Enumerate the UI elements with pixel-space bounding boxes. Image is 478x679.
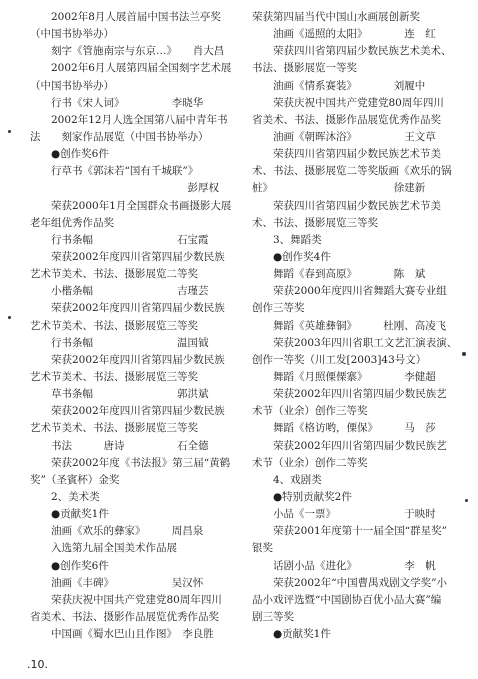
right-column-line: 舞蹈《格访哟，傈保》 马 莎 — [252, 422, 436, 435]
left-column-line: （中国书协举办） — [30, 79, 114, 92]
right-column-line: 舞蹈《月照傈傈寨》 李健超 — [252, 370, 436, 383]
left-column-line: 老年组优秀作品奖 — [30, 216, 114, 229]
right-column-line: ●特别贡献奖2件 — [252, 490, 352, 503]
left-column-line: 油画《丰碑》 吴汉怀 — [30, 576, 204, 589]
left-column-line: ●创作奖6件 — [30, 559, 109, 572]
left-column-line: 2002年12月人选全国第八届中青年书 — [30, 113, 228, 126]
right-column-line: 荣获四川省第四届少数民族艺术节美 — [252, 148, 441, 161]
left-column-line: 2、美术类 — [30, 490, 100, 503]
left-column — [30, 9, 250, 643]
right-column-line: 4、戏剧类 — [252, 473, 322, 486]
right-column-line: 荣获四川省第四届少数民族艺术节美 — [252, 199, 441, 212]
left-column-line: 刻字《管施南宗与东京…》 肖大昌 — [30, 45, 225, 58]
left-column-line: 荣获2002年度四川省第四届少数民族 — [30, 250, 225, 263]
scan-speck — [8, 130, 11, 133]
right-column-line: 荣获2001年度第十一届全国“群星奖” — [252, 525, 447, 538]
right-column-line: 舞蹈《英雄彝铜》 杜刚、高凌飞 — [252, 319, 447, 332]
right-column-line: 荣获2002年四川省第四届少数民族艺 — [252, 388, 447, 401]
scan-speck — [465, 499, 468, 502]
scan-speck — [8, 316, 11, 319]
right-column-line: 油画《遥照的太阳》 连 红 — [252, 28, 436, 41]
right-column-line: 荣获庆祝中国共产党建党80周年四川 — [252, 96, 444, 109]
left-column-line: 荣获2002年度《书法报》第三届“黄鹤 — [30, 456, 231, 469]
right-column-line: 术、书法、摄影展览三等奖 — [252, 216, 378, 229]
left-column-line: 荣获庆祝中国共产党建党80周年四川 — [30, 593, 222, 606]
left-column-line: 入选第九届全国美术作品展 — [30, 542, 177, 555]
left-column-line: 荣获2002年度四川省第四届少数民族 — [30, 302, 225, 315]
left-column-line: 荣获2002年度四川省第四届少数民族 — [30, 405, 225, 418]
right-column-line: 3、舞蹈类 — [252, 233, 322, 246]
left-column-line: 省美术、书法、摄影作品展览优秀作品奖 — [30, 610, 219, 623]
right-column-line: 银奖 — [252, 542, 273, 555]
page-number: .10. — [27, 658, 48, 671]
left-column-line: 艺术节美术、书法、摄影展览三等奖 — [30, 422, 198, 435]
right-column-line: 省美术、书法、摄影作品展览优秀作品奖 — [252, 113, 441, 126]
left-column-line: ●创作奖6件 — [30, 148, 109, 161]
left-column-line: 行书《宋人词》 李晓华 — [30, 96, 204, 109]
right-column-line: 舞蹈《春到高原》 陈 斌 — [252, 268, 426, 281]
left-column-line: 2002年6月人展第四届全国刻字艺术展 — [30, 62, 232, 75]
right-column-line: 创作三等奖 — [252, 302, 305, 315]
right-column-line: 术节（业余）创作三等奖 — [252, 405, 368, 418]
left-column-line: 艺术节美术、书法、摄影展览二等奖 — [30, 268, 198, 281]
right-column-line: 剧三等奖 — [252, 610, 294, 623]
right-column-line: 话剧小品《进化》 李 帆 — [252, 559, 436, 572]
scan-speck — [462, 352, 466, 356]
left-column-line: 彭厚权 — [30, 182, 219, 195]
right-column-line: ●创作奖4件 — [252, 250, 331, 263]
left-column-line: 草书条幅 郭洪斌 — [30, 388, 209, 401]
right-column-line: 荣获2003年四川省职工文艺汇演表演、 — [252, 336, 458, 349]
right-column-line: 荣获第四届当代中国山水画展创新奖 — [252, 11, 420, 23]
left-column-line: 行草书《郭沫若“国有千城联”》 — [30, 165, 199, 178]
right-column-line: 品小戏评选暨“中国剧协百优小品大赛”编 — [252, 593, 442, 606]
right-column-line: 荣获2000年度四川省舞蹈大赛专业组 — [252, 285, 447, 298]
left-column-line: （中国书协举办） — [30, 28, 114, 41]
left-column-line: 奖”（圣賓杯）金奖 — [30, 473, 120, 486]
left-column-line: 行书条幅 石宝霞 — [30, 233, 209, 246]
left-column-line: 行书条幅 温国钺 — [30, 336, 209, 349]
left-column-line: 艺术节美术、书法、摄影展览三等奖 — [30, 370, 198, 383]
right-column-line: 荣获2002年四川省第四届少数民族艺 — [252, 439, 447, 452]
left-column-line: ●贡献奖1件 — [30, 508, 109, 521]
right-column-line: ●贡献奖1件 — [252, 628, 331, 641]
left-column-line: 2002年8月人展首届中国书法兰亭奖 — [30, 11, 221, 23]
left-column-line: 书法 唐诗 石全德 — [30, 439, 209, 452]
left-column-line: 油画《欢乐的彝家》 周昌泉 — [30, 525, 204, 538]
left-column-line: 艺术节美术、书法、摄影展览三等奖 — [30, 319, 198, 332]
left-column-line: 中国画《蜀水巴山且作图》 李良胜 — [30, 628, 214, 641]
right-column-line: 桩》 徐建新 — [252, 182, 426, 195]
right-column-line: 荣获2002年“中国曹禺戏剧文学奖”小 — [252, 576, 447, 589]
left-column-line: 荣获2002年度四川省第四届少数民族 — [30, 353, 225, 366]
right-column-line: 术节（业余）创作二等奖 — [252, 456, 368, 469]
right-column-line: 术、书法、摄影展览二等奖版画《欢乐的锅 — [252, 165, 452, 178]
right-column-line: 荣获四川省第四届少数民族艺术美术、 — [252, 45, 452, 58]
right-column — [252, 9, 474, 643]
right-column-line: 小品《一票》 于映时 — [252, 508, 436, 521]
left-column-line: 荣获2000年1月全国群众书画摄影大展 — [30, 199, 232, 212]
right-column-line: 书法、摄影展览一等奖 — [252, 62, 357, 75]
right-column-line: 油画《朝晖沐浴》 王文草 — [252, 130, 436, 143]
left-column-line: 小楷条幅 吉瑾芸 — [30, 285, 209, 298]
left-column-line: 法 刻家作品展览（中国书协举办） — [30, 130, 209, 143]
right-column-line: 油画《情系赛装》 刘履中 — [252, 79, 426, 92]
right-column-line: 创作一等奖（川工发[2003]43号文） — [252, 353, 427, 366]
